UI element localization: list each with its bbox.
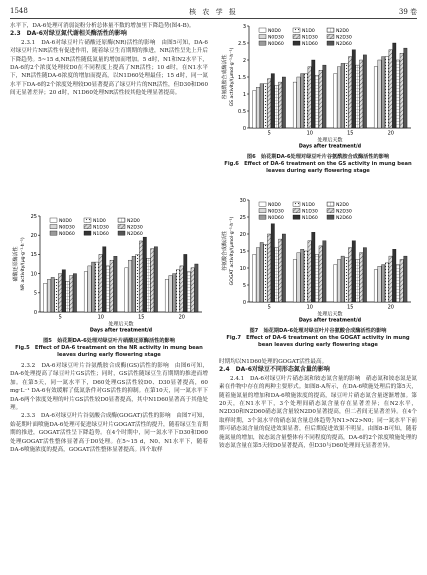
bar-N0D30 bbox=[256, 87, 259, 128]
figure-5-caption-en: Fig.5 Effect of DA-6 treatment on the NR activity in mung bean leaves during early flowering stage bbox=[15, 345, 203, 358]
bar-N2D60 bbox=[404, 256, 407, 302]
y-axis-label-cn: 硝酸还原酶活性 bbox=[13, 246, 19, 282]
bar-N2D0 bbox=[315, 254, 318, 302]
bar-N1D30 bbox=[99, 254, 102, 312]
legend-label: N2D0 bbox=[127, 218, 140, 224]
bar-N2D0 bbox=[187, 272, 190, 312]
bar-N1D30 bbox=[308, 67, 311, 128]
legend-label: N0D60 bbox=[59, 231, 75, 237]
bar-N1D60 bbox=[352, 50, 355, 128]
bar-N2D0 bbox=[106, 266, 109, 312]
paragraph-2-4-1: 2.4.1 DA-6对绿豆叶片硝态氮和铵态氮含量的影响 硝态氮和铵态氮是氮素在作物中存在的两种主要形式。如图8-A所示，在DA-6喷施处理后的第5天，随着施氮量的增加和DA-6喷施浓度的提高，绿豆叶片硝态氮含量逐渐增加。第20天，在N1水平下，3个处理间硝态氮含量存在显著差异；在N2水平，N2D30和N2D60硝态氮含量较N2D0显著提高，但二者间无显著差异。在4个取样时期，3个氮水平的硝态氮含量总体趋势为N1>N2>N0；同一氮水平下前期可硝态氮含量的促进效果显著，但后期促进效果不明显。由图8-B可知，随着施氮量的增加，铵态氮含量整体有不同程度的提高，DA-6的2个浓度喷施处理的铵态氮含量在第5天较D0显著提高，但D30与D60处理间无显著差异。 bbox=[219, 375, 417, 450]
legend-label: N2D0 bbox=[336, 202, 349, 208]
x-axis-label-cn: 处理后天数 bbox=[317, 137, 343, 144]
bar-N1D0 bbox=[304, 74, 307, 128]
legend-swatch bbox=[118, 231, 125, 235]
legend-label: N0D30 bbox=[59, 225, 75, 231]
bar-N2D0 bbox=[275, 86, 278, 129]
paragraph-2-3-2: 2.3.2 DA-6对绿豆叶片谷氨酰胺合成酶(GS)活性的影响 由图6可知，DA-6处理提高了绿豆叶片GS活性；同时，GS活性随绿豆生育期期的推进而增加。在第5天，同一氮水平下，D60处理GS活性较D0、D30显著提高，60 mg·L⁻¹ DA-6有效缓解了低氮条件对GS活性的抑制。在第10天，同一氮水平下DA-6两个浓度处理的叶片GS活性较D0显著提高，其中N1D60显著高于其他处理。 bbox=[10, 363, 208, 412]
bar-N1D30 bbox=[58, 274, 61, 312]
bar-N2D30 bbox=[400, 260, 403, 303]
legend-label: N2D30 bbox=[336, 35, 352, 41]
figure-6-caption-en: Fig.6 Effect of DA-6 treatment on the GS activity in mung bean leaves during early flowering stage bbox=[224, 161, 412, 174]
y-tick-label: 0 bbox=[242, 299, 246, 306]
bar-N1D0 bbox=[345, 63, 348, 128]
legend-swatch bbox=[259, 215, 266, 219]
bar-N1D0 bbox=[385, 263, 388, 302]
y-tick-label: 5 bbox=[242, 282, 246, 289]
figure-7 bbox=[219, 196, 417, 349]
bar-N0D60 bbox=[260, 243, 263, 303]
legend-swatch bbox=[84, 231, 91, 235]
bar-N2D30 bbox=[150, 249, 153, 312]
legend-label: N2D60 bbox=[336, 41, 352, 47]
x-tick-label: 20 bbox=[387, 130, 394, 137]
left-column-top bbox=[10, 22, 208, 98]
bar-N0D0 bbox=[84, 272, 87, 312]
legend-swatch bbox=[293, 35, 300, 39]
bar-N0D30 bbox=[128, 260, 131, 312]
bar-N1D30 bbox=[348, 57, 351, 128]
bar-N0D0 bbox=[253, 91, 256, 128]
gogat-activity-chart bbox=[219, 196, 417, 324]
bar-N1D60 bbox=[271, 224, 274, 302]
bar-N0D0 bbox=[374, 67, 377, 128]
bar-N0D30 bbox=[297, 77, 300, 128]
bar-N2D60 bbox=[154, 247, 157, 312]
y-axis-label-cn: 谷氨酰胺合成酶活性 bbox=[222, 54, 228, 100]
paragraph-gogat-end: 时期均以N1D60处理的GOGAT活性最高。 bbox=[219, 359, 328, 365]
legend-label: N2D60 bbox=[336, 215, 352, 221]
legend-label: N1D60 bbox=[302, 215, 318, 221]
bar-N1D30 bbox=[180, 266, 183, 312]
y-tick-label: 10 bbox=[30, 271, 37, 278]
bar-N0D30 bbox=[297, 253, 300, 302]
bar-N1D30 bbox=[267, 79, 270, 128]
legend-swatch bbox=[293, 215, 300, 219]
x-tick-label: 5 bbox=[58, 314, 62, 321]
figure-6 bbox=[219, 22, 417, 175]
bar-N1D0 bbox=[264, 244, 267, 302]
legend-swatch bbox=[259, 209, 266, 213]
legend-label: N0D60 bbox=[268, 215, 284, 221]
bar-N1D0 bbox=[385, 57, 388, 128]
bar-N0D60 bbox=[92, 262, 95, 312]
bar-N2D30 bbox=[319, 70, 322, 128]
x-tick-label: 15 bbox=[347, 130, 354, 137]
legend-label: N2D30 bbox=[127, 225, 143, 231]
bar-N0D0 bbox=[334, 74, 337, 128]
bar-N2D60 bbox=[363, 248, 366, 302]
x-tick-label: 5 bbox=[267, 304, 271, 311]
bar-N0D0 bbox=[293, 260, 296, 303]
bar-N0D30 bbox=[47, 279, 50, 312]
gs-activity-chart bbox=[219, 22, 417, 150]
bar-N0D0 bbox=[374, 270, 377, 302]
bar-N0D0 bbox=[334, 265, 337, 302]
legend-swatch bbox=[327, 202, 334, 206]
bar-N1D60 bbox=[393, 249, 396, 302]
bar-N1D30 bbox=[389, 50, 392, 128]
bar-N0D60 bbox=[301, 74, 304, 128]
bar-N2D30 bbox=[69, 276, 72, 312]
bar-N0D0 bbox=[253, 254, 256, 302]
bar-N1D30 bbox=[308, 241, 311, 302]
bar-N2D30 bbox=[191, 268, 194, 312]
y-tick-label: 2 bbox=[242, 57, 246, 64]
bar-N2D0 bbox=[356, 260, 359, 303]
y-tick-label: 15 bbox=[239, 248, 246, 255]
y-tick-label: 25 bbox=[239, 214, 246, 221]
bar-N2D60 bbox=[282, 77, 285, 128]
bar-N0D60 bbox=[301, 249, 304, 302]
y-axis-label-en: GOGAT activity/(μmol·g⁻¹·h⁻¹) bbox=[230, 216, 235, 286]
bar-N0D30 bbox=[378, 266, 381, 302]
bar-N2D60 bbox=[282, 234, 285, 302]
bar-N1D60 bbox=[143, 237, 146, 312]
legend-swatch bbox=[84, 225, 91, 229]
x-tick-label: 15 bbox=[138, 314, 145, 321]
y-tick-label: 0 bbox=[33, 309, 37, 316]
bar-N0D30 bbox=[378, 60, 381, 128]
legend-swatch bbox=[259, 35, 266, 39]
y-tick-label: 15 bbox=[30, 252, 37, 259]
legend-label: N0D30 bbox=[268, 35, 284, 41]
bar-N2D60 bbox=[195, 264, 198, 312]
legend-swatch bbox=[293, 28, 300, 32]
bar-N2D30 bbox=[278, 239, 281, 302]
legend-swatch bbox=[259, 41, 266, 45]
legend-label: N1D0 bbox=[93, 218, 106, 224]
bar-N1D0 bbox=[345, 258, 348, 302]
bar-N1D0 bbox=[55, 279, 58, 312]
figure-7-caption-cn: 图7 始花期DA-6处理对绿豆叶片谷氨酸合成酶活性的影响 bbox=[249, 328, 387, 334]
bar-N2D60 bbox=[73, 274, 76, 312]
figure-7-caption-en: Fig.7 Effect of DA-6 treatment on the GOGAT activity in mung bean leaves during early flowering stage bbox=[226, 335, 410, 348]
y-tick-label: 1 bbox=[242, 91, 246, 98]
bar-N1D60 bbox=[312, 60, 315, 128]
legend-label: N1D0 bbox=[302, 202, 315, 208]
bar-N0D60 bbox=[341, 256, 344, 302]
x-axis-label-en: Days after treatment/d bbox=[89, 328, 153, 334]
legend-label: N1D30 bbox=[302, 35, 318, 41]
bar-N2D60 bbox=[323, 241, 326, 302]
bar-N1D30 bbox=[348, 248, 351, 302]
right-column-bottom bbox=[219, 358, 417, 450]
bar-N2D60 bbox=[363, 55, 366, 128]
bar-N1D60 bbox=[352, 241, 355, 302]
bar-N1D60 bbox=[271, 74, 274, 128]
legend-label: N2D30 bbox=[336, 209, 352, 215]
bar-N2D0 bbox=[356, 65, 359, 128]
legend-swatch bbox=[259, 28, 266, 32]
intro-paragraph: 水平下，DA-6处理可消弱淀粉分析总体量不数的增加里下降趋势(图4-B)。 bbox=[10, 23, 195, 29]
bar-N0D60 bbox=[132, 256, 135, 312]
bar-N1D60 bbox=[184, 254, 187, 312]
bar-N1D0 bbox=[264, 84, 267, 128]
bar-N2D60 bbox=[323, 65, 326, 128]
left-column-bottom bbox=[10, 362, 208, 454]
legend-label: N0D0 bbox=[59, 218, 72, 224]
bar-N2D30 bbox=[400, 53, 403, 128]
x-tick-label: 10 bbox=[306, 130, 313, 137]
page-number: 1548 bbox=[10, 7, 28, 15]
bar-N0D60 bbox=[173, 274, 176, 312]
legend-label: N0D0 bbox=[268, 28, 281, 34]
bar-N1D60 bbox=[62, 270, 65, 312]
x-tick-label: 10 bbox=[306, 304, 313, 311]
bar-N2D30 bbox=[359, 253, 362, 302]
figure-5 bbox=[10, 212, 208, 359]
bar-N0D30 bbox=[337, 260, 340, 303]
bar-N2D30 bbox=[319, 246, 322, 302]
bar-N0D30 bbox=[256, 248, 259, 302]
bar-N1D0 bbox=[136, 254, 139, 312]
bar-N0D30 bbox=[169, 276, 172, 312]
legend-swatch bbox=[118, 218, 125, 222]
legend-label: N1D0 bbox=[302, 28, 315, 34]
bar-N0D0 bbox=[293, 82, 296, 128]
x-tick-label: 10 bbox=[97, 314, 104, 321]
legend-label: N1D30 bbox=[93, 225, 109, 231]
bar-N2D0 bbox=[275, 248, 278, 302]
bar-N0D0 bbox=[165, 279, 168, 312]
legend-swatch bbox=[327, 215, 334, 219]
y-tick-label: 20 bbox=[30, 233, 37, 239]
bar-N2D0 bbox=[396, 60, 399, 128]
legend-swatch bbox=[50, 231, 57, 235]
bar-N2D0 bbox=[315, 75, 318, 128]
y-tick-label: 25 bbox=[30, 213, 37, 220]
y-tick-label: 0 bbox=[242, 125, 246, 132]
legend-swatch bbox=[327, 28, 334, 32]
bar-N1D0 bbox=[95, 262, 98, 312]
bar-N1D30 bbox=[389, 256, 392, 302]
x-axis-label-en: Days after treatment/d bbox=[298, 144, 362, 150]
legend-swatch bbox=[50, 218, 57, 222]
bar-N0D60 bbox=[382, 57, 385, 128]
y-tick-label: 3 bbox=[242, 23, 246, 30]
legend-label: N0D60 bbox=[268, 41, 284, 47]
x-axis-label-en: Days after treatment/d bbox=[298, 318, 362, 324]
volume-label: 39 卷 bbox=[398, 8, 417, 16]
section-2-4-title: 2.4 DA-6对绿豆不同形态氮含量的影响 bbox=[219, 366, 330, 374]
legend-swatch bbox=[118, 225, 125, 229]
legend-swatch bbox=[327, 35, 334, 39]
legend-swatch bbox=[50, 225, 57, 229]
legend-label: N1D60 bbox=[93, 231, 109, 237]
bar-N1D60 bbox=[393, 43, 396, 128]
legend-label: N2D0 bbox=[336, 28, 349, 34]
x-tick-label: 20 bbox=[178, 314, 185, 321]
y-axis-label-en: GS activity/(μmol·g⁻¹·h⁻¹) bbox=[230, 47, 235, 107]
bar-N2D60 bbox=[114, 256, 117, 312]
bar-N1D30 bbox=[267, 234, 270, 302]
x-tick-label: 5 bbox=[267, 130, 271, 137]
bar-N2D60 bbox=[404, 48, 407, 128]
legend-swatch bbox=[293, 202, 300, 206]
bar-N1D60 bbox=[103, 247, 106, 312]
paragraph-2-3-1: 2.3.1 DA-6对绿豆叶片硝酸还原酶(NR)活性的影响 由图5可知，DA-6对绿豆叶片NR活性有促进作用，随着绿豆生育期期的推进，NR活性呈先上升后下降趋势。5~15 d,NR活性随低氮量的增加而增加。5 d时，N1和N2水平下，DA-6的2个浓度处理较D0在不同程度上提高了NR活性；10 d时，在N1水平下，NR活性随DA-6浓度的增加而提高，以N1D60处理最佳；15 d时，同一氮水平下DA-6的2个浓度处理较D0显著提高了绿豆叶片的NR活性，但D30和D60间无显著差异；20 d时，N1D60处理NR活性较其他处理显著提高。 bbox=[10, 39, 208, 97]
y-tick-label: 30 bbox=[239, 197, 246, 204]
y-tick-label: 2.5 bbox=[238, 40, 246, 47]
y-axis-label-en: NR activity/(μg·g⁻¹·h⁻¹) bbox=[21, 237, 26, 291]
bar-N0D0 bbox=[125, 268, 128, 312]
legend-label: N0D30 bbox=[268, 209, 284, 215]
x-tick-label: 15 bbox=[347, 304, 354, 311]
bar-N0D30 bbox=[337, 67, 340, 128]
legend-swatch bbox=[293, 209, 300, 213]
bar-N0D60 bbox=[382, 265, 385, 302]
bar-N0D60 bbox=[51, 277, 54, 312]
legend-swatch bbox=[84, 218, 91, 222]
bar-N0D60 bbox=[341, 63, 344, 128]
y-tick-label: 20 bbox=[239, 231, 246, 238]
legend-swatch bbox=[259, 202, 266, 206]
y-tick-label: 10 bbox=[239, 265, 246, 272]
legend-label: N1D60 bbox=[302, 41, 318, 47]
figure-6-caption-cn: 图6 始花期DA-6处理对绿豆叶片谷氨酰胺合成酶活性的影响 bbox=[246, 154, 390, 160]
bar-N1D0 bbox=[176, 270, 179, 312]
y-tick-label: 1.5 bbox=[238, 74, 246, 81]
x-tick-label: 20 bbox=[387, 304, 394, 311]
bar-N0D0 bbox=[44, 283, 47, 312]
journal-name: 核 农 学 报 bbox=[189, 8, 238, 16]
y-tick-label: 5 bbox=[33, 290, 37, 297]
bar-N2D0 bbox=[66, 281, 69, 312]
bar-N2D30 bbox=[278, 82, 281, 128]
bar-N2D0 bbox=[147, 258, 150, 312]
bar-N0D60 bbox=[260, 84, 263, 128]
y-tick-label: 0.5 bbox=[238, 108, 246, 115]
legend-label: N2D60 bbox=[127, 231, 143, 237]
legend-swatch bbox=[293, 41, 300, 45]
legend-label: N0D0 bbox=[268, 202, 281, 208]
legend-swatch bbox=[327, 41, 334, 45]
section-2-3-title: 2.3 DA-6对绿豆氮代谢相关酶活性的影响 bbox=[10, 30, 127, 38]
bar-N2D30 bbox=[110, 260, 113, 312]
bar-N1D30 bbox=[139, 241, 142, 312]
bar-N0D30 bbox=[88, 266, 91, 312]
bar-N2D0 bbox=[396, 265, 399, 302]
x-axis-label-cn: 处理后天数 bbox=[108, 321, 134, 328]
legend-label: N1D30 bbox=[302, 209, 318, 215]
figure-5-caption-cn: 图5 始花期DA-6处理对绿豆叶片硝酸还原酶活性的影响 bbox=[43, 338, 175, 344]
nr-activity-chart bbox=[10, 212, 208, 334]
bar-N1D60 bbox=[312, 232, 315, 302]
x-axis-label-cn: 处理后天数 bbox=[317, 311, 343, 318]
y-axis-label-cn: 谷氨酸合成酶活性 bbox=[222, 230, 228, 272]
legend-swatch bbox=[327, 209, 334, 213]
paragraph-2-3-3: 2.3.3 DA-6对绿豆叶片谷氨酸合成酶(GOGAT)活性的影响 由图7可知，始花期叶面喷施DA-6处理可促进绿豆叶片GOGAT活性的提升，随着绿豆生育期期的推进，GOGAT活性呈下降趋势。在4个时期中，同一氮水平下D30和D60处理GOGAT活性整体显著高于D0处理。在5~15 d，N0、N1水平下，随着DA-6喷施浓度的提高，GOGAT活性整体显著提高。四个取样 bbox=[10, 413, 208, 454]
running-header bbox=[10, 6, 417, 19]
bar-N1D0 bbox=[304, 251, 307, 302]
bar-N2D30 bbox=[359, 60, 362, 128]
